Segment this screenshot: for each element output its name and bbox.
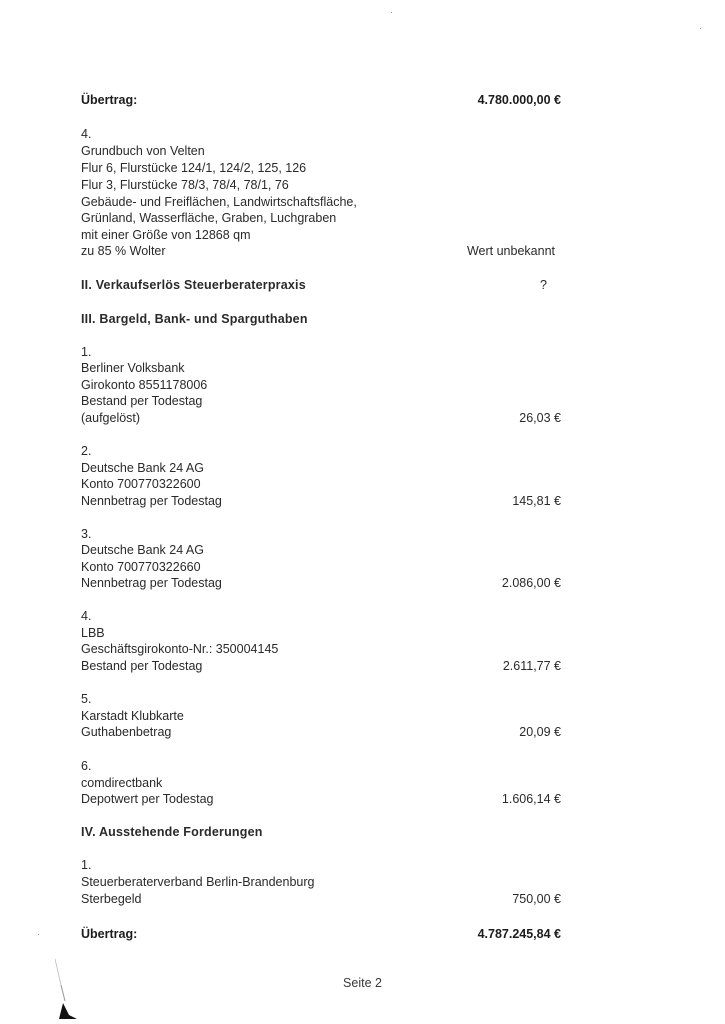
account-number: 5. <box>81 692 92 706</box>
account-number: 6. <box>81 759 92 773</box>
scan-speck <box>38 934 39 935</box>
scan-speck <box>700 28 701 29</box>
account-number: 4. <box>81 609 92 623</box>
claim-amount: 750,00 € <box>512 892 561 906</box>
claim-line: Steuerberaterverband Berlin-Brandenburg <box>81 875 315 889</box>
property-line: zu 85 % Wolter <box>81 244 166 258</box>
account-amount: 2.611,77 € <box>502 659 561 673</box>
scan-artifact-mark <box>55 955 85 1021</box>
claim-number: 1. <box>81 858 92 872</box>
account-line: Depotwert per Todestag <box>81 792 214 806</box>
property-line: Flur 6, Flurstücke 124/1, 124/2, 125, 126 <box>81 161 307 175</box>
carryover-label-top: Übertrag: <box>81 93 138 107</box>
account-number: 1. <box>81 345 92 359</box>
account-line: Girokonto 8551178006 <box>81 378 208 392</box>
account-line: (aufgelöst) <box>81 411 141 425</box>
scan-speck <box>391 12 392 13</box>
page-number: Seite 2 <box>343 976 382 990</box>
account-line: Konto 700770322600 <box>81 477 201 491</box>
account-number: 3. <box>81 527 92 541</box>
account-amount: 20,09 € <box>519 725 561 739</box>
account-number: 2. <box>81 444 92 458</box>
section-2-value: ? <box>540 278 547 292</box>
carryover-amount-top: 4.780.000,00 € <box>477 93 561 107</box>
account-line: Bestand per Todestag <box>81 394 203 408</box>
carryover-amount-bottom: 4.787.245,84 € <box>477 927 561 941</box>
section-2-title: II. Verkaufserlös Steuerberaterpraxis <box>81 278 306 292</box>
property-number: 4. <box>81 127 92 141</box>
account-line: Karstadt Klubkarte <box>81 709 184 723</box>
claim-line: Sterbegeld <box>81 892 142 906</box>
account-amount: 1.606,14 € <box>501 792 561 806</box>
section-3-title: III. Bargeld, Bank- und Sparguthaben <box>81 312 308 326</box>
account-line: Deutsche Bank 24 AG <box>81 543 204 557</box>
account-amount: 26,03 € <box>519 411 561 425</box>
account-line: LBB <box>81 626 105 640</box>
account-line: Berliner Volksbank <box>81 361 185 375</box>
property-line: Grünland, Wasserfläche, Graben, Luchgraben <box>81 211 337 225</box>
section-4-title: IV. Ausstehende Forderungen <box>81 825 263 839</box>
carryover-label-bottom: Übertrag: <box>81 927 138 941</box>
property-line: Gebäude- und Freiflächen, Landwirtschaftsfläche, <box>81 195 357 209</box>
account-line: Deutsche Bank 24 AG <box>81 461 204 475</box>
property-line: Grundbuch von Velten <box>81 144 205 158</box>
property-line: mit einer Größe von 12868 qm <box>81 228 251 242</box>
account-line: Geschäftsgirokonto-Nr.: 350004145 <box>81 642 279 656</box>
account-line: Bestand per Todestag <box>81 659 203 673</box>
property-value: Wert unbekannt <box>466 244 555 258</box>
account-line: Nennbetrag per Todestag <box>81 576 222 590</box>
account-line: Guthabenbetrag <box>81 725 172 739</box>
account-amount: 2.086,00 € <box>501 576 561 590</box>
account-line: Konto 700770322660 <box>81 560 201 574</box>
account-amount: 145,81 € <box>512 494 561 508</box>
property-line: Flur 3, Flurstücke 78/3, 78/4, 78/1, 76 <box>81 178 289 192</box>
account-line: Nennbetrag per Todestag <box>81 494 222 508</box>
account-line: comdirectbank <box>81 776 163 790</box>
